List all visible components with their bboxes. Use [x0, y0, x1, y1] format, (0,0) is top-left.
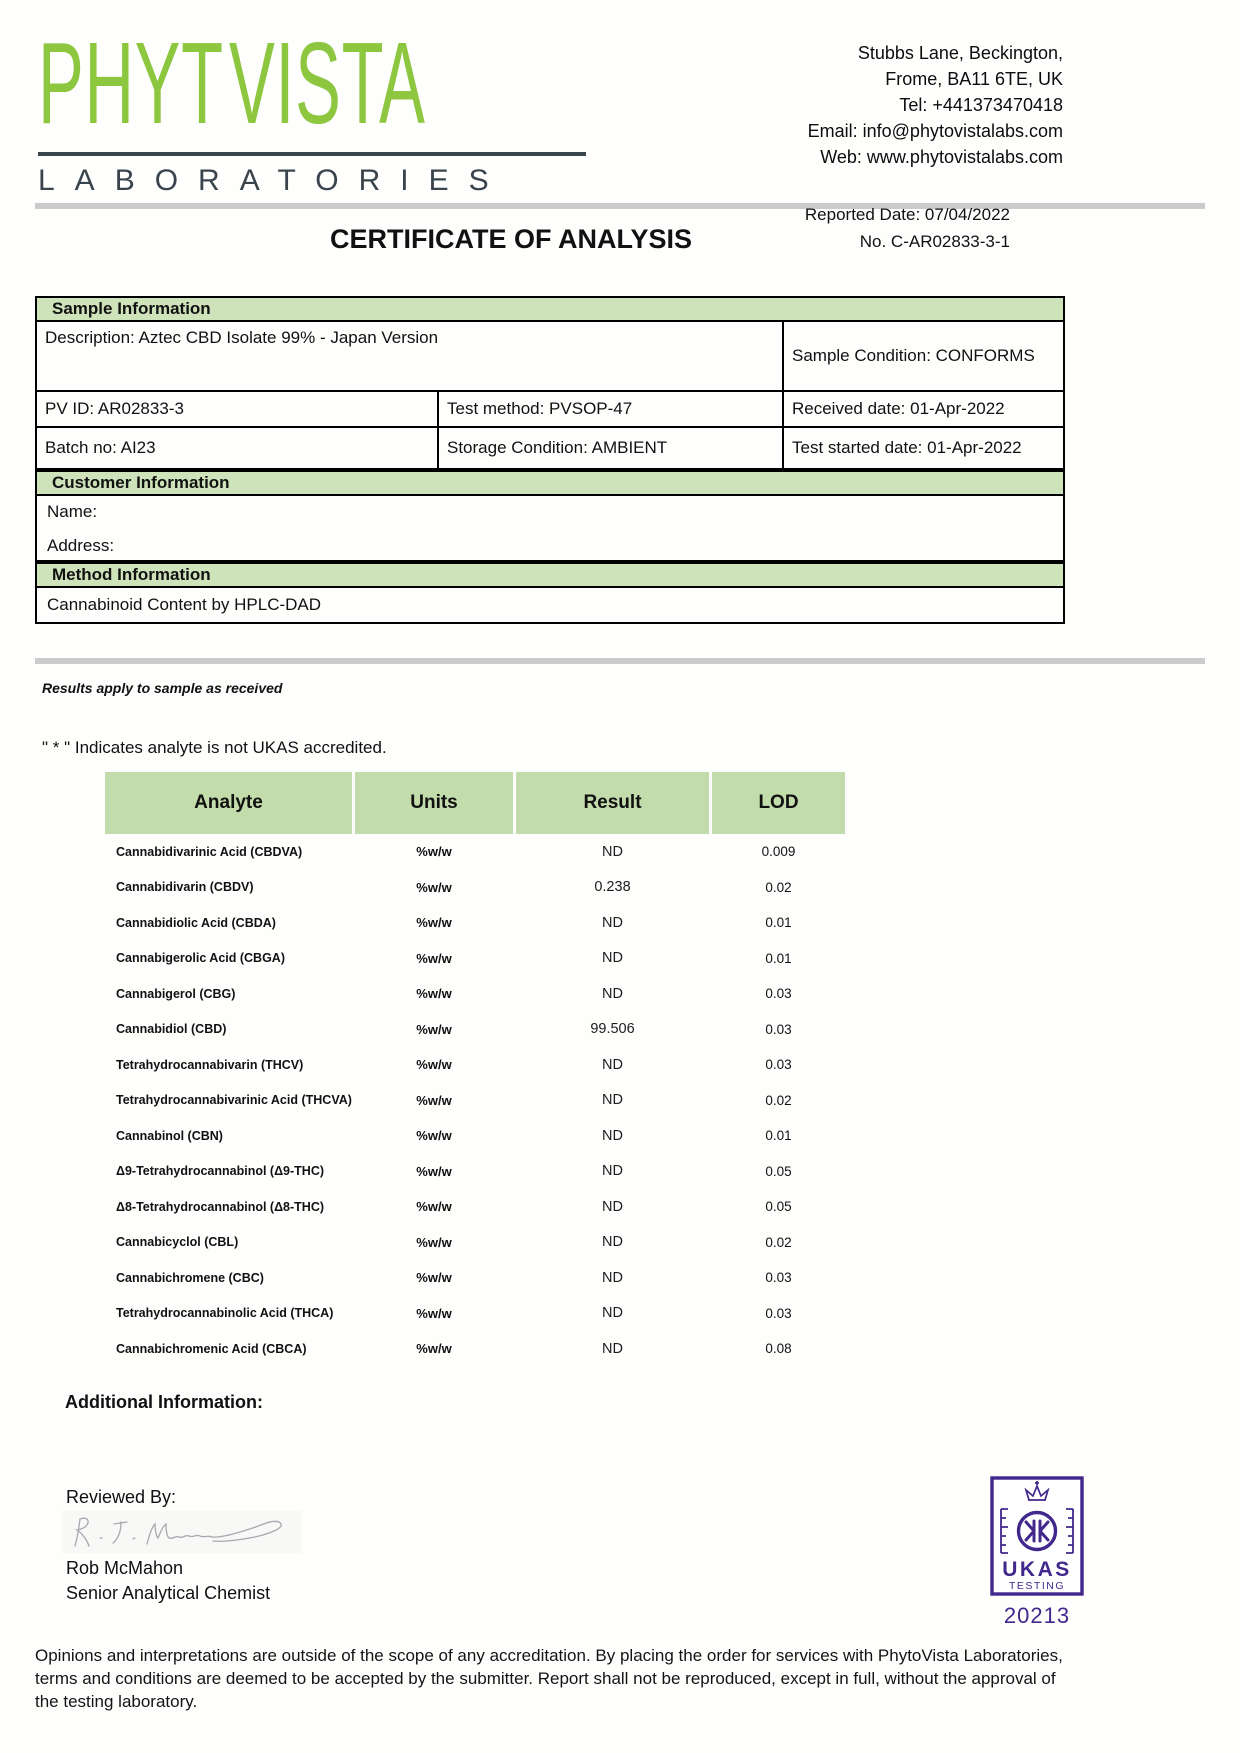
lod-cell: 0.02	[765, 1234, 792, 1250]
footer-line1: Opinions and interpretations are outside of the scope of any accreditation. By placing the order for services with PhytoVista Laboratories,	[35, 1646, 1063, 1665]
analyte-cell: Δ8-Tetrahydrocannabinol (Δ8-THC)	[116, 1199, 325, 1214]
lod-cell: 0.01	[765, 915, 792, 931]
analyte-cell: Cannabidivarin (CBDV)	[116, 880, 254, 895]
units-cell: %w/w	[416, 986, 452, 1002]
results-row	[105, 905, 850, 941]
lod-cell: 0.02	[765, 1092, 792, 1108]
results-row	[105, 834, 850, 870]
result-cell: ND	[602, 1340, 623, 1357]
result-cell: ND	[602, 1163, 623, 1180]
results-table-header	[105, 772, 850, 834]
brand-text-pre: PHYT	[38, 18, 224, 149]
results-row	[105, 1083, 850, 1119]
section-divider	[35, 658, 1205, 664]
results-row	[105, 1189, 850, 1225]
analyte-cell: Tetrahydrocannabivarin (THCV)	[116, 1057, 304, 1072]
units-cell: %w/w	[416, 844, 452, 860]
analyte-cell: Cannabidiolic Acid (CBDA)	[116, 915, 276, 930]
footer-disclaimer	[35, 1644, 1185, 1713]
result-cell: ND	[602, 1305, 623, 1322]
results-row	[105, 1296, 850, 1332]
analyte-cell: Tetrahydrocannabinolic Acid (THCA)	[116, 1306, 334, 1321]
brand-subtitle: LABORATORIES	[38, 152, 586, 198]
units-cell: %w/w	[416, 1234, 452, 1250]
result-cell: ND	[602, 985, 623, 1002]
sample-information-header: Sample Information	[35, 296, 1065, 322]
result-cell: ND	[602, 1092, 623, 1109]
signature-image	[62, 1511, 302, 1553]
signer-block	[66, 1556, 270, 1606]
test-method: Test method: PVSOP-47	[439, 390, 784, 426]
results-row	[105, 1047, 850, 1083]
units-cell: %w/w	[416, 1199, 452, 1215]
analyte-cell: Cannabidivarinic Acid (CBDVA)	[116, 844, 303, 859]
analyte-cell: Cannabichromenic Acid (CBCA)	[116, 1341, 307, 1356]
storage-condition: Storage Condition: AMBIENT	[439, 426, 784, 468]
signer-title: Senior Analytical Chemist	[66, 1583, 271, 1603]
analyte-cell: Cannabidiol (CBD)	[116, 1022, 227, 1037]
company-logo	[38, 18, 598, 198]
lod-cell: 0.03	[765, 1305, 792, 1321]
signer-name: Rob McMahon	[66, 1558, 184, 1578]
lab-contact-info	[808, 40, 1063, 170]
result-cell: ND	[602, 1234, 623, 1251]
sample-information-table	[35, 322, 1065, 470]
results-row	[105, 976, 850, 1012]
lod-cell: 0.05	[765, 1199, 792, 1215]
results-header-result: Result	[516, 772, 709, 834]
footer-line3: the testing laboratory.	[35, 1692, 198, 1711]
results-note: Results apply to sample as received	[42, 680, 283, 696]
units-cell: %w/w	[416, 1270, 452, 1286]
lod-cell: 0.03	[765, 1057, 792, 1073]
analyte-cell: Cannabigerolic Acid (CBGA)	[116, 951, 285, 966]
units-cell: %w/w	[416, 1305, 452, 1321]
lod-cell: 0.08	[765, 1341, 792, 1357]
contact-phone: Tel: +441373470418	[899, 95, 1063, 115]
units-cell: %w/w	[416, 1341, 452, 1357]
sample-description: Description: Aztec CBD Isolate 99% - Japan Version	[37, 322, 784, 390]
reported-date: Reported Date: 07/04/2022	[804, 205, 1010, 224]
test-started-date: Test started date: 01-Apr-2022	[784, 426, 1065, 468]
result-cell: ND	[602, 843, 623, 860]
brand-text-post: VISTA	[228, 18, 426, 149]
customer-information-header: Customer Information	[35, 470, 1065, 496]
contact-address-line2: Frome, BA11 6TE, UK	[885, 69, 1063, 89]
result-cell: 99.506	[590, 1021, 635, 1038]
ukas-type: TESTING	[1008, 1580, 1066, 1592]
results-row	[105, 1331, 850, 1367]
result-cell: ND	[602, 1269, 623, 1286]
results-row	[105, 1118, 850, 1154]
lod-cell: 0.02	[765, 879, 792, 895]
units-cell: %w/w	[416, 1057, 452, 1073]
result-cell: ND	[602, 1198, 623, 1215]
results-table	[105, 772, 850, 1367]
results-row	[105, 1154, 850, 1190]
units-cell: %w/w	[416, 1163, 452, 1179]
ukas-name: UKAS	[1002, 1558, 1072, 1581]
result-cell: 0.238	[594, 879, 631, 896]
result-cell: ND	[602, 1056, 623, 1073]
pv-id: PV ID: AR02833-3	[37, 390, 439, 426]
results-header-units: Units	[355, 772, 513, 834]
lod-cell: 0.009	[761, 844, 796, 860]
units-cell: %w/w	[416, 879, 452, 895]
brand-wordmark	[38, 18, 426, 149]
header-divider	[35, 203, 1205, 209]
ukas-logo-icon	[989, 1476, 1085, 1596]
units-cell: %w/w	[416, 1092, 452, 1108]
additional-information-label: Additional Information:	[65, 1392, 263, 1412]
accreditation-note: " * " Indicates analyte is not UKAS accredited.	[42, 738, 387, 757]
report-number: No. C-AR02833-3-1	[859, 232, 1010, 251]
batch-no: Batch no: AI23	[37, 426, 439, 468]
contact-web: Web: www.phytovistalabs.com	[820, 147, 1063, 167]
lod-cell: 0.03	[765, 1270, 792, 1286]
received-date: Received date: 01-Apr-2022	[784, 390, 1065, 426]
customer-information-box	[35, 496, 1065, 562]
analyte-cell: Cannabichromene (CBC)	[116, 1270, 264, 1285]
analyte-cell: Δ9-Tetrahydrocannabinol (Δ9-THC)	[116, 1164, 325, 1179]
results-header-analyte: Analyte	[105, 772, 352, 834]
contact-email: Email: info@phytovistalabs.com	[807, 121, 1063, 141]
info-tables	[35, 296, 1065, 624]
units-cell: %w/w	[416, 1021, 452, 1037]
reviewed-by-label: Reviewed By:	[66, 1487, 177, 1507]
result-cell: ND	[602, 950, 623, 967]
result-cell: ND	[602, 1127, 623, 1144]
results-row	[105, 1012, 850, 1048]
lod-cell: 0.01	[765, 950, 792, 966]
analyte-cell: Cannabicyclol (CBL)	[116, 1235, 239, 1250]
results-table-body	[105, 834, 850, 1367]
units-cell: %w/w	[416, 950, 452, 966]
units-cell: %w/w	[416, 915, 452, 931]
document-title: CERTIFICATE OF ANALYSIS	[330, 224, 693, 254]
lod-cell: 0.03	[765, 1021, 792, 1037]
customer-name-label: Name:	[47, 502, 98, 521]
report-meta	[700, 201, 1010, 255]
lod-cell: 0.03	[765, 986, 792, 1002]
results-header-lod: LOD	[712, 772, 845, 834]
method-description: Cannabinoid Content by HPLC-DAD	[35, 588, 1065, 624]
sample-condition: Sample Condition: CONFORMS	[792, 346, 1035, 365]
contact-address-line1: Stubbs Lane, Beckington,	[857, 43, 1063, 63]
analyte-cell: Tetrahydrocannabivarinic Acid (THCVA)	[116, 1093, 352, 1108]
results-row	[105, 941, 850, 977]
results-row	[105, 870, 850, 906]
lod-cell: 0.01	[765, 1128, 792, 1144]
ukas-accreditation-mark	[989, 1476, 1085, 1629]
result-cell: ND	[602, 914, 623, 931]
lod-cell: 0.05	[765, 1163, 792, 1179]
ukas-number: 20213	[1003, 1603, 1071, 1628]
units-cell: %w/w	[416, 1128, 452, 1144]
analyte-cell: Cannabinol (CBN)	[116, 1128, 223, 1143]
customer-address-label: Address:	[47, 536, 115, 555]
method-information-header: Method Information	[35, 562, 1065, 588]
analyte-cell: Cannabigerol (CBG)	[116, 986, 236, 1001]
footer-line2: terms and conditions are deemed to be accepted by the submitter. Report shall not be reproduced, except in full, without the approval of	[35, 1669, 1056, 1688]
results-row	[105, 1225, 850, 1261]
results-row	[105, 1260, 850, 1296]
